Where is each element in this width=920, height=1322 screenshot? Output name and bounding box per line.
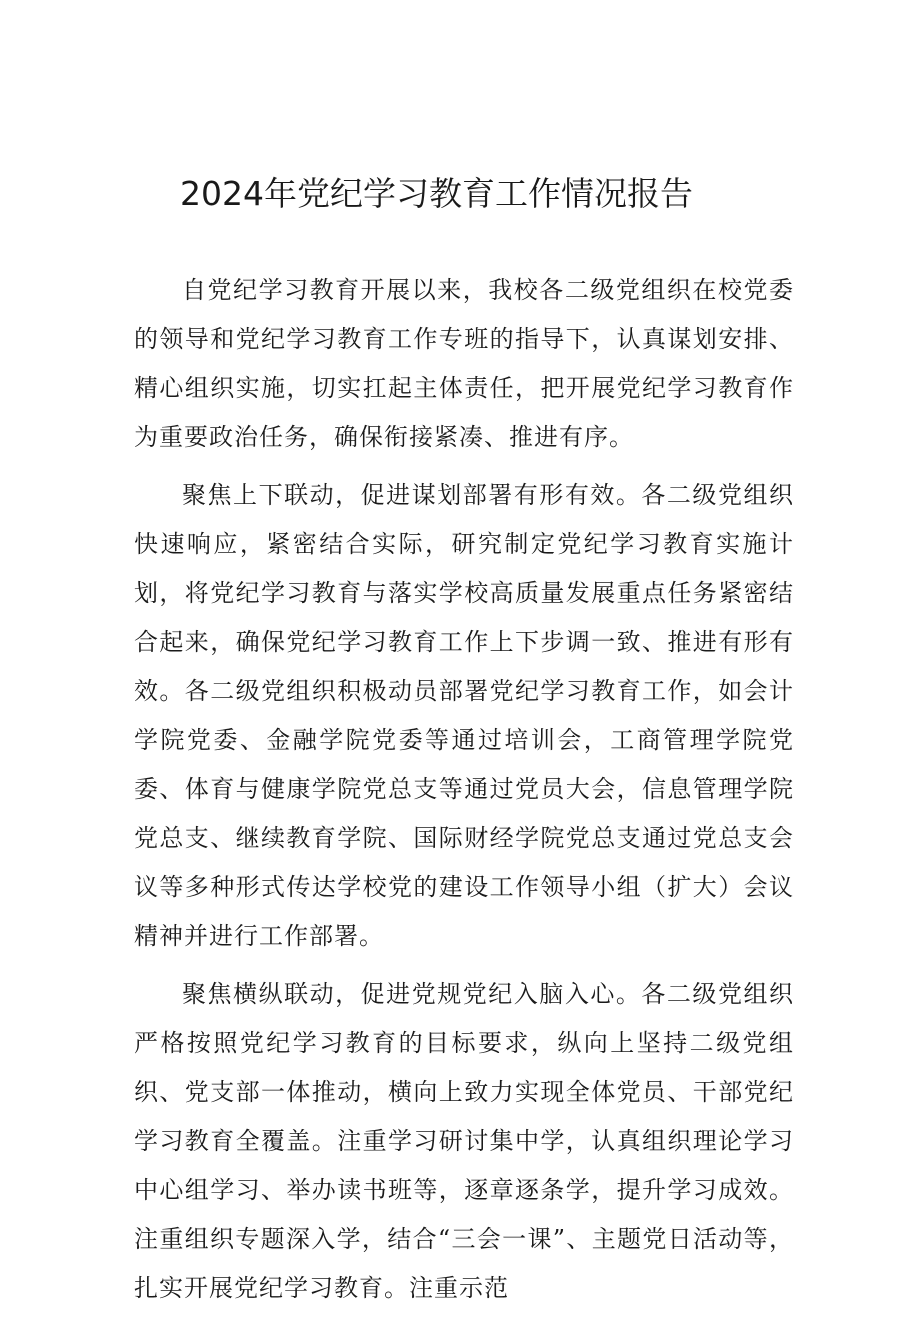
paragraph-vertical-linkage: 聚焦上下联动，促进谋划部署有形有效。各二级党组织快速响应，紧密结合实际，研究制定党纪学习教育实施计划，将党纪学习教育与落实学校高质量发展重点任务紧密结合起来，确保党纪学习教育工作上下步调一致、推进有形有效。各二级党组织积极动员部署党纪学习教育工作，如会计学院党委、金融学院党委等通过培训会，工商管理学院党委、体育与健康学院党总支等通过党员大会，信息管理学院党总支、继续教育学院、国际财经学院党总支通过党总支会议等多种形式传达学校党的建设工作领导小组（扩大）会议精神并进行工作部署。 [134, 481, 794, 950]
paragraph-horizontal-linkage: 聚焦横纵联动，促进党规党纪入脑入心。各二级党组织严格按照党纪学习教育的目标要求，纵向上坚持二级党组织、党支部一体推动，横向上致力实现全体党员、干部党纪学习教育全覆盖。注重学习研讨集中学，认真组织理论学习中心组学习、举办读书班等，逐章逐条学，提升学习成效。注重组织专题深入学，结合“三会一课”、主题党日活动等，扎实开展党纪学习教育。注重示范 [134, 980, 794, 1302]
document-title: 2024年党纪学习教育工作情况报告 [180, 174, 693, 213]
document-body [134, 266, 794, 1322]
paragraph-intro: 自党纪学习教育开展以来，我校各二级党组织在校党委的领导和党纪学习教育工作专班的指导下，认真谋划安排、精心组织实施，切实扛起主体责任，把开展党纪学习教育作为重要政治任务，确保衔接紧凑、推进有序。 [134, 276, 794, 451]
